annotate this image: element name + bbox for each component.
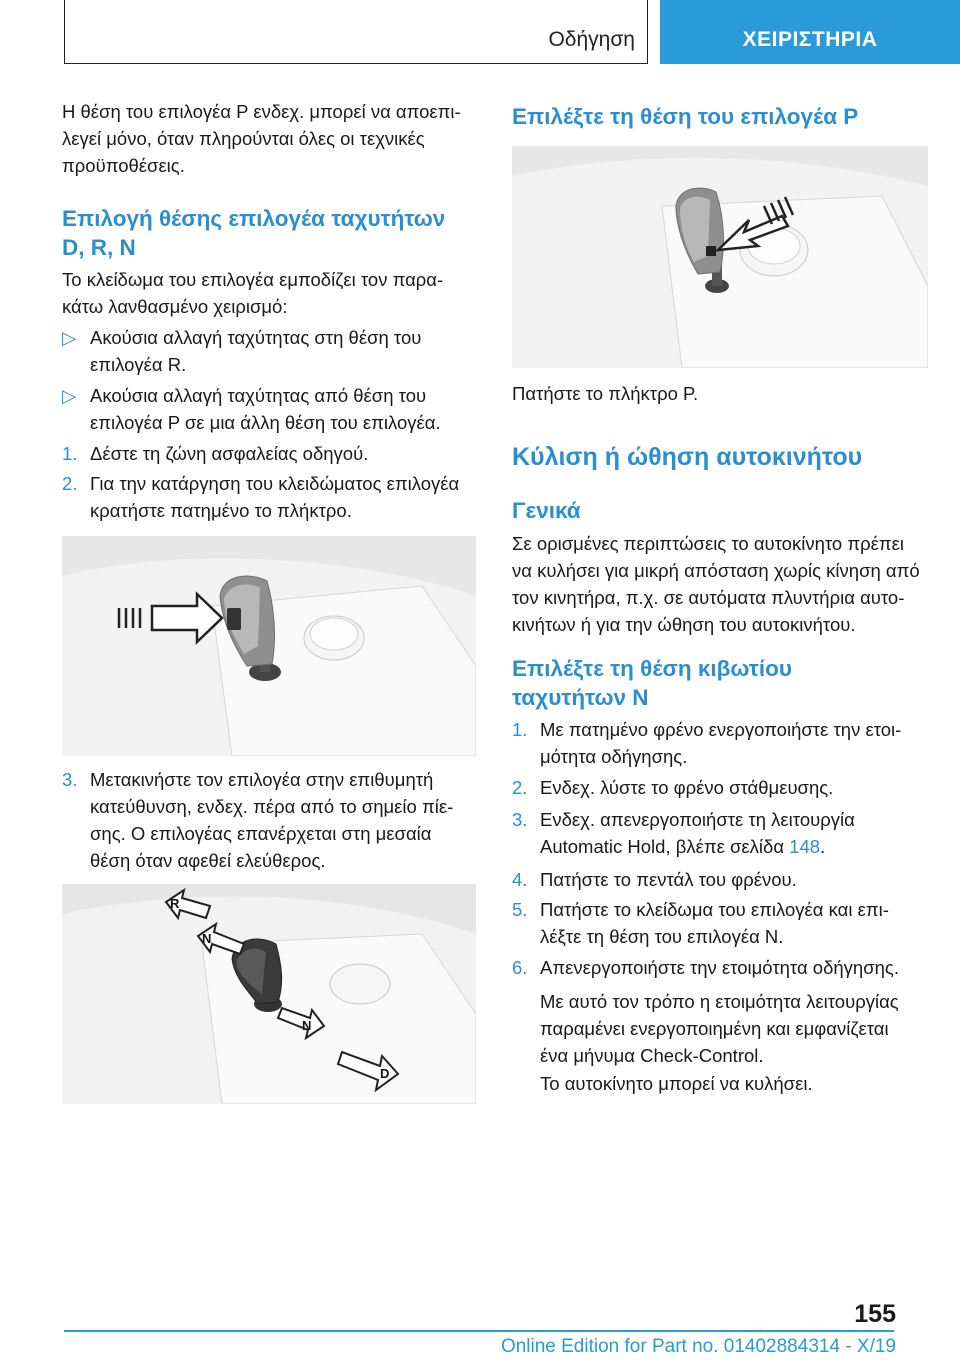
lock-paragraph: [62, 266, 482, 320]
gear-positions-illustration: [62, 884, 476, 1104]
text-line: λεγεί μόνο, όταν πληρούνται όλες οι τεχνικές: [62, 128, 425, 149]
text-line: παραμένει ενεργοποιημένη και εμφανίζεται: [540, 1018, 889, 1039]
section-heading-select-n: [512, 654, 942, 712]
heading-line: ταχυτήτων N: [512, 685, 649, 710]
gear-letter-n: N: [202, 931, 212, 946]
header-chapter-tab: [660, 0, 960, 64]
text-line: Η θέση του επιλογέα P ενδεχ. μπορεί να αποεπι-: [62, 101, 461, 122]
text-line: σης. Ο επιλογέας επανέρχεται στη μεσαία: [90, 823, 432, 844]
text-line: Πατήστε το πεντάλ του φρένου.: [540, 869, 797, 890]
gear-letter-n: N: [302, 1018, 312, 1033]
text-line: επιλογέα R.: [90, 354, 187, 375]
step-number: 4.: [512, 869, 528, 890]
text-line: προϋποθέσεις.: [62, 155, 185, 176]
text-fragment: .: [820, 836, 826, 857]
text-line: μότητα οδήγησης.: [540, 746, 688, 767]
gear-letter-r: R: [170, 896, 180, 911]
triangle-bullet-icon: ▷: [62, 327, 77, 348]
step-number: 1.: [512, 719, 528, 740]
text-line: Για την κατάργηση του κλειδώματος επιλογέα: [90, 473, 460, 494]
text-fragment: Automatic Hold, βλέπε σελίδα: [540, 836, 790, 857]
text-line: επιλογέα P σε μια άλλη θέση του επιλογέα.: [90, 412, 441, 433]
text-line: Δέστε τη ζώνη ασφαλείας οδηγού.: [90, 443, 369, 464]
general-paragraph: [512, 530, 932, 638]
heading-line: D, R, N: [62, 235, 136, 260]
step-number: 2.: [62, 473, 78, 494]
text-line: Σε ορισμένες περιπτώσεις το αυτοκίνητο πρέπει: [512, 533, 905, 554]
text-line: Απενεργοποιήστε την ετοιμότητα οδήγησης.: [540, 957, 899, 978]
text-line: Ενδεχ. λύστε το φρένο στάθμευσης.: [540, 777, 834, 798]
header-section-tab: [64, 0, 648, 64]
footer-divider: [64, 1330, 894, 1332]
text-line: Ενδεχ. απενεργοποιήστε τη λειτουργία: [540, 809, 855, 830]
page-reference-link[interactable]: 148: [789, 836, 821, 857]
step-number: 6.: [512, 957, 528, 978]
text-line: κινήτων ή για την ώθηση του αυτοκινήτου.: [512, 614, 856, 635]
step-number: 2.: [512, 777, 528, 798]
text-line: Με πατημένο φρένο ενεργοποιήστε την ετοι-: [540, 719, 902, 740]
intro-paragraph: [62, 98, 482, 179]
text-line: κατεύθυνση, ενδεχ. πέρα από το σημείο πίε-: [90, 796, 454, 817]
triangle-bullet-icon: ▷: [62, 385, 77, 406]
header-chapter-label: ΧΕΙΡΙΣΤΗΡΙΑ: [742, 28, 878, 51]
section-heading-select-p: Επιλέξτε τη θέση του επιλογέα P: [512, 104, 859, 129]
text-line: λέξτε τη θέση του επιλογέα N.: [540, 926, 784, 947]
text-line: θέση όταν αφεθεί ελεύθερος.: [90, 850, 326, 871]
text-line: κρατήστε πατημένο το πλήκτρο.: [90, 500, 352, 521]
page-number: 155: [854, 1300, 896, 1328]
text-line: Το κλείδωμα του επιλογέα εμποδίζει τον παρα-: [62, 269, 444, 290]
step-number: 5.: [512, 899, 528, 920]
text-line: Μετακινήστε τον επιλογέα στην επιθυμητή: [90, 769, 434, 790]
gear-selector-unlock-illustration: [62, 536, 476, 756]
step-number: 1.: [62, 443, 78, 464]
section-heading-gear-selection: [62, 204, 492, 262]
heading-line: Επιλέξτε τη θέση κιβωτίου: [512, 656, 792, 681]
heading-line: Επιλογή θέσης επιλογέα ταχυτήτων: [62, 206, 446, 231]
text-line: [540, 833, 930, 860]
text-line: τον κινητήρα, π.χ. σε αυτόματα πλυντήρια αυτο-: [512, 587, 905, 608]
text-line: ένα μήνυμα Check-Control.: [540, 1045, 764, 1066]
text-line: Πατήστε το κλείδωμα του επιλογέα και επι-: [540, 899, 889, 920]
gear-letter-d: D: [380, 1066, 390, 1081]
caption-press-p: Πατήστε το πλήκτρο P.: [512, 383, 699, 404]
section-heading-rolling: Κύλιση ή ώθηση αυτοκινήτου: [512, 443, 863, 471]
subheading-general: Γενικά: [512, 498, 581, 523]
text-line: κάτω λανθασμένο χειρισμό:: [62, 296, 288, 317]
header-section-label: Οδήγηση: [548, 28, 635, 51]
selector-p-button-illustration: [512, 146, 928, 368]
footer-edition: Online Edition for Part no. 01402884314 - X/19: [500, 1336, 896, 1357]
text-line: Ακούσια αλλαγή ταχύτητας από θέση του: [90, 385, 427, 406]
step-number: 3.: [512, 809, 528, 830]
text-line: Με αυτό τον τρόπο η ετοιμότητα λειτουργίας: [540, 991, 899, 1012]
text-line: να κυλήσει για μικρή απόσταση χωρίς κίνηση από: [512, 560, 920, 581]
text-line: Ακούσια αλλαγή ταχύτητας στη θέση του: [90, 327, 422, 348]
step-number: 3.: [62, 769, 78, 790]
text-line: Το αυτοκίνητο μπορεί να κυλήσει.: [540, 1073, 813, 1094]
